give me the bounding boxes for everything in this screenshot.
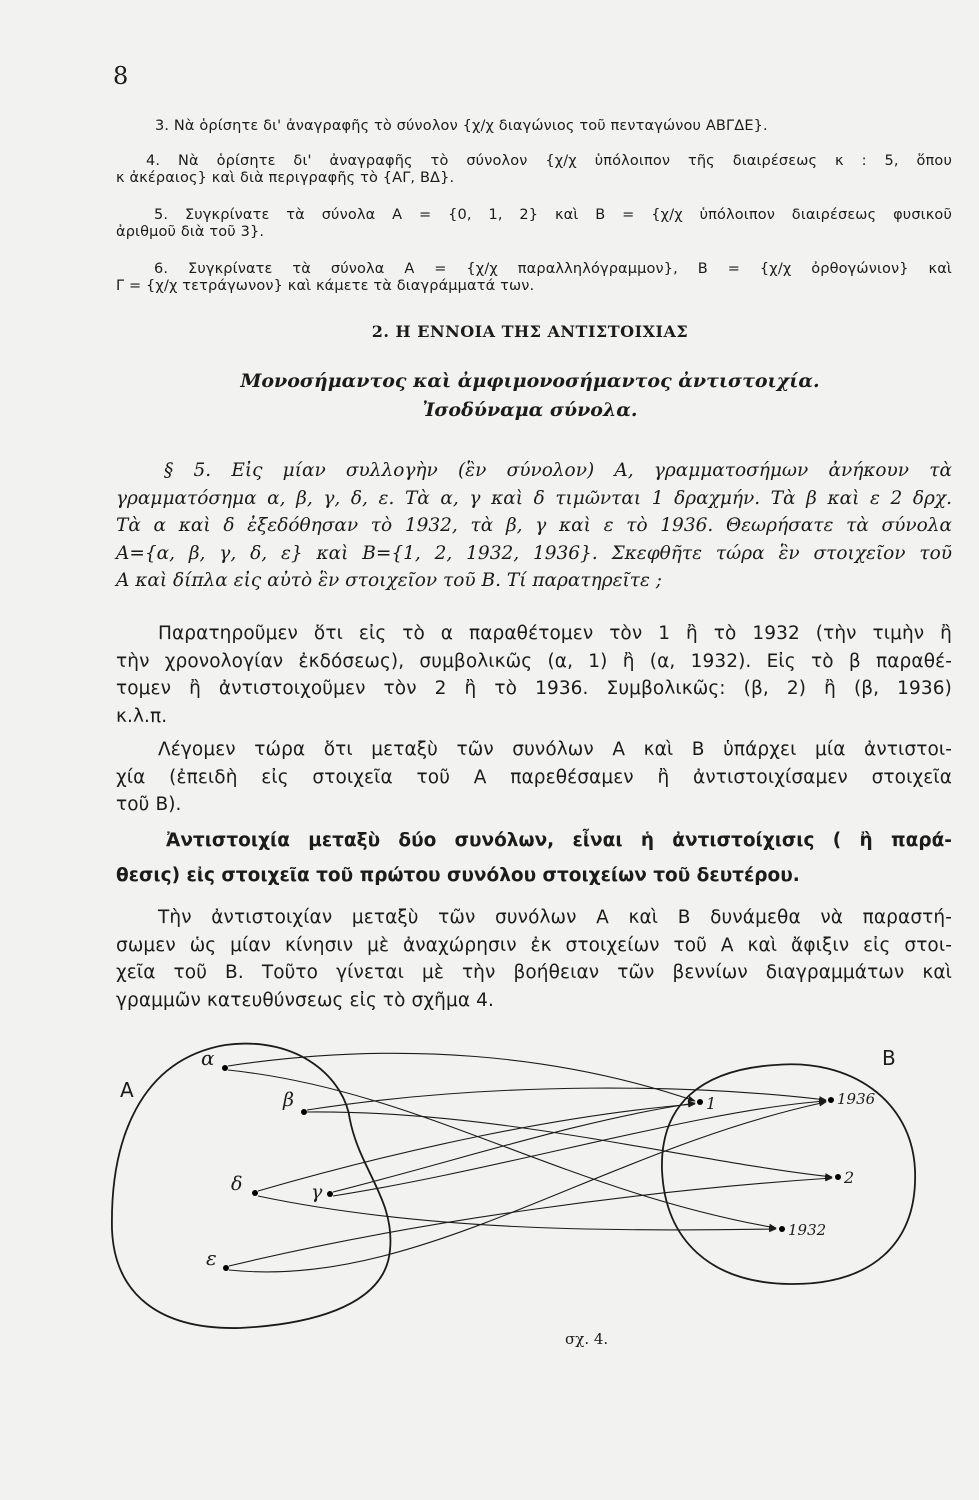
arrow-delta-1932 [258, 1196, 776, 1230]
point-alpha [222, 1065, 228, 1071]
set-b-ellipse [662, 1064, 915, 1284]
label-delta: δ [231, 1173, 243, 1195]
point-beta [301, 1109, 307, 1115]
paragraph-observation: Παρατηροῦμεν ὅτι εἰς τὸ α παραθέτομεν τὸν 1 ἢ τὸ 1932 (τὴν τιμὴν ἢ τὴν χρονολογίαν ἐκδόσεως), συμβολικῶς (α, 1) ἢ (α, 1932). Εἰς τὸ β παραθέ- τομεν ἢ ἀντιστοιχοῦμεν τὸν 2 ἢ τὸ 1936. Συμβολικῶς: (β, 2) ἢ (β, 1936) κ.λ.π. [116, 623, 952, 727]
arrow-alpha-1932 [228, 1070, 776, 1228]
exercise-6: 6. Συγκρίνατε τὰ σύνολα Α = {χ/χ παραλληλόγραμμον}, Β = {χ/χ ὀρθογώνιον} καὶ Γ = {χ/χ τετράγωνον} καὶ κάμετε τὰ διαγράμματά των. [116, 261, 952, 294]
arrow-alpha-1 [228, 1053, 695, 1101]
point-epsilon [223, 1265, 229, 1271]
exercise-5: 5. Συγκρίνατε τὰ σύνολα Α = {0, 1, 2} καὶ Β = {χ/χ ὑπόλοιπον διαιρέσεως φυσικοῦ ἀριθμοῦ διὰ τοῦ 3}. [116, 207, 952, 240]
arrow-gamma-1 [333, 1103, 695, 1192]
set-a-label: Α [120, 1078, 134, 1102]
subheading-equivalent-sets: Ἰσοδύναμα σύνολα. [422, 399, 638, 421]
label-beta: β [283, 1089, 294, 1111]
point-1936 [828, 1097, 834, 1103]
paragraph-correspondence: Λέγομεν τώρα ὅτι μεταξὺ τῶν συνόλων Α καὶ Β ὑπάρχει μία ἀντιστοι- χία (ἐπειδὴ εἰς στοιχεῖα τοῦ Α παρεθέσαμεν ἢ ἀντιστοιχίσαμεν στοιχεῖα τοῦ Β). [116, 739, 952, 815]
point-1 [697, 1099, 703, 1105]
paragraph-motion: Τὴν ἀντιστοιχίαν μεταξὺ τῶν συνόλων Α καὶ Β δυνάμεθα νὰ παραστή- σωμεν ὡς μίαν κίνησιν μὲ ἀναχώρησιν ἐκ στοιχείων τοῦ Α καὶ ἄφιξιν εἰς στοι- χεῖα τοῦ Β. Τοῦτο γίνεται μὲ τὴν βοήθειαν τῶν βεννίων διαγραμμάτων καὶ γραμμῶν κατευθύνσεως εἰς τὸ σχῆμα 4. [116, 907, 952, 1011]
arrow-beta-2 [307, 1112, 832, 1177]
definition: Ἀντιστοιχία μεταξὺ δύο συνόλων, εἶναι ἡ ἀντιστοίχισις ( ἢ παρά- θεσις) εἰς στοιχεῖα τοῦ πρώτου συνόλου στοιχείων τοῦ δευτέρου. [116, 830, 952, 886]
set-b-label: Β [882, 1046, 896, 1070]
point-delta [252, 1190, 258, 1196]
label-epsilon: ε [206, 1246, 217, 1270]
point-2 [835, 1174, 841, 1180]
label-2: 2 [844, 1168, 855, 1187]
set-a-ellipse [112, 1044, 391, 1328]
point-gamma [327, 1191, 333, 1197]
figure-caption: σχ. 4. [565, 1330, 609, 1348]
exercise-4: 4. Νὰ ὁρίσητε δι' ἀναγραφῆς τὸ σύνολον {χ/χ ὑπόλοιπον τῆς διαιρέσεως κ : 5, ὅπου κ ἀκέραιος} καὶ διὰ περιγραφῆς τὸ {ΑΓ, ΒΔ}. [116, 153, 952, 186]
point-1932 [779, 1226, 785, 1232]
subheading-correspondence: Μονοσήμαντος καὶ ἀμφιμονοσήμαντος ἀντιστοιχία. [240, 370, 820, 392]
page-number: 8 [113, 62, 129, 90]
label-1932: 1932 [788, 1221, 827, 1239]
label-1: 1 [706, 1094, 717, 1113]
arrow-delta-1 [258, 1104, 695, 1191]
exercise-3: 3. Νὰ ὁρίσητε δι' ἀναγραφῆς τὸ σύνολον {χ/χ διαγώνιος τοῦ πενταγώνου ΑΒΓΔΕ}. [155, 118, 768, 134]
section-heading: 2. Η ΕΝΝΟΙΑ ΤΗΣ ΑΝΤΙΣΤΟΙΧΙΑΣ [371, 322, 689, 341]
arrow-beta-1936 [307, 1088, 826, 1110]
label-gamma: γ [311, 1181, 323, 1203]
label-1936: 1936 [837, 1090, 876, 1108]
paragraph-5: § 5. Εἰς μίαν συλλογὴν (ἓν σύνολον) Α, γραμματοσήμων ἀνήκουν τὰ γραμματόσημα α, β, γ, δ, ε. Τὰ α, γ καὶ δ τιμῶνται 1 δραχμήν. Τὰ β καὶ ε 2 δρχ. Τὰ α καὶ δ ἐξεδόθησαν τὸ 1932, τὰ β, γ καὶ ε τὸ 1936. Θεωρήσατε τὰ σύνολα Α={α, β, γ, δ, ε} καὶ Β={1, 2, 1932, 1936}. Σκεφθῆτε τώρα ἓν στοιχεῖον τοῦ Α καὶ δίπλα εἰς αὐτὸ ἓν στοιχεῖον τοῦ Β. Τί παρατηρεῖτε ; [116, 460, 952, 591]
figure-4-diagram [0, 1030, 979, 1360]
label-alpha: α [201, 1046, 215, 1070]
